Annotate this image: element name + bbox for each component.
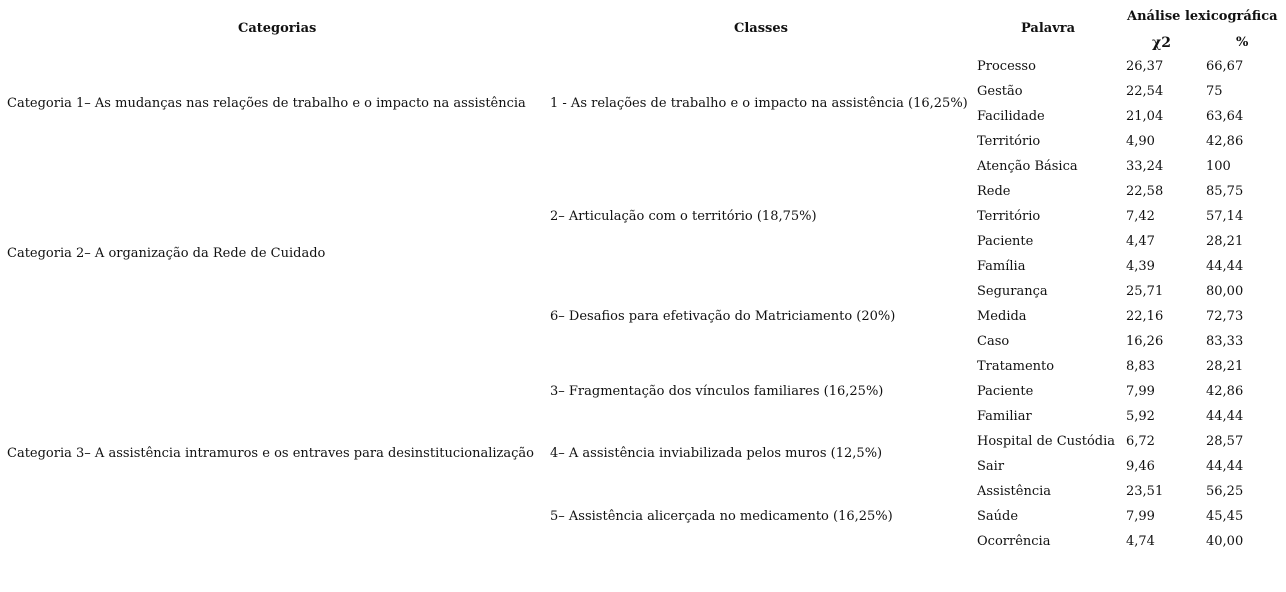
- row-chi: 25,71: [1126, 284, 1164, 299]
- class-5: 5– Assistência alicerçada no medicamento (16,25%): [550, 509, 893, 524]
- category-1: Categoria 1– As mudanças nas relações de trabalho e o impacto na assistência: [7, 96, 526, 111]
- row-pct: 42,86: [1206, 134, 1244, 149]
- row-word: Rede: [977, 184, 1011, 199]
- class-4: 4– A assistência inviabilizada pelos muros (12,5%): [550, 446, 883, 461]
- row-chi: 5,92: [1126, 409, 1155, 424]
- row-word: Hospital de Custódia: [977, 434, 1115, 449]
- row-word: Gestão: [977, 84, 1023, 99]
- row-word: Familiar: [977, 409, 1032, 424]
- row-pct: 66,67: [1206, 59, 1244, 74]
- row-word: Saúde: [977, 509, 1019, 524]
- row-word: Ocorrência: [977, 534, 1051, 549]
- header-categorias: Categorias: [238, 21, 317, 36]
- row-word: Família: [977, 259, 1026, 274]
- row-chi: 23,51: [1126, 484, 1164, 499]
- row-pct: 44,44: [1206, 459, 1244, 474]
- row-pct: 85,75: [1206, 184, 1244, 199]
- row-chi: 7,99: [1126, 509, 1155, 524]
- row-word: Paciente: [977, 234, 1034, 249]
- row-word: Assistência: [977, 484, 1052, 499]
- row-chi: 6,72: [1126, 434, 1155, 449]
- row-chi: 22,58: [1126, 184, 1164, 199]
- row-chi: 22,54: [1126, 84, 1164, 99]
- row-pct: 44,44: [1206, 409, 1244, 424]
- row-pct: 80,00: [1206, 284, 1244, 299]
- row-chi: 4,74: [1126, 534, 1155, 549]
- header-analise-lexicografica: Análise lexicográfica: [1127, 9, 1278, 24]
- row-chi: 26,37: [1126, 59, 1164, 74]
- row-pct: 75: [1206, 84, 1223, 99]
- row-pct: 100: [1206, 159, 1231, 174]
- row-chi: 21,04: [1126, 109, 1164, 124]
- row-pct: 28,57: [1206, 434, 1244, 449]
- row-word: Sair: [977, 459, 1005, 474]
- category-2: Categoria 2– A organização da Rede de Cuidado: [7, 246, 326, 261]
- row-pct: 44,44: [1206, 259, 1244, 274]
- row-pct: 72,73: [1206, 309, 1244, 324]
- row-chi: 7,99: [1126, 384, 1155, 399]
- row-word: Medida: [977, 309, 1027, 324]
- row-chi: 4,90: [1126, 134, 1155, 149]
- class-1: 1 - As relações de trabalho e o impacto na assistência (16,25%): [550, 96, 968, 111]
- header-classes: Classes: [734, 21, 788, 36]
- row-pct: 40,00: [1206, 534, 1244, 549]
- row-pct: 28,21: [1206, 234, 1244, 249]
- row-word: Atenção Básica: [977, 159, 1078, 174]
- row-chi: 7,42: [1126, 209, 1155, 224]
- row-word: Segurança: [977, 284, 1048, 299]
- row-chi: 4,47: [1126, 234, 1155, 249]
- row-word: Processo: [977, 59, 1036, 74]
- row-pct: 28,21: [1206, 359, 1244, 374]
- row-word: Tratamento: [977, 359, 1055, 374]
- header-palavra: Palavra: [1021, 21, 1076, 36]
- row-word: Facilidade: [977, 109, 1045, 124]
- row-pct: 57,14: [1206, 209, 1244, 224]
- row-pct: 45,45: [1206, 509, 1244, 524]
- row-chi: 16,26: [1126, 334, 1164, 349]
- row-word: Paciente: [977, 384, 1034, 399]
- row-pct: 83,33: [1206, 334, 1244, 349]
- row-chi: 4,39: [1126, 259, 1155, 274]
- category-3: Categoria 3– A assistência intramuros e os entraves para desinstitucionalização: [7, 446, 534, 461]
- row-pct: 42,86: [1206, 384, 1244, 399]
- row-word: Território: [977, 134, 1041, 149]
- row-chi: 8,83: [1126, 359, 1155, 374]
- row-word: Caso: [977, 334, 1010, 349]
- class-2: 2– Articulação com o território (18,75%): [550, 209, 817, 224]
- class-6: 6– Desafios para efetivação do Matriciamento (20%): [550, 309, 896, 324]
- row-chi: 33,24: [1126, 159, 1164, 174]
- row-chi: 22,16: [1126, 309, 1164, 324]
- header-chi-square: χ2: [1152, 35, 1171, 51]
- row-pct: 56,25: [1206, 484, 1244, 499]
- row-chi: 9,46: [1126, 459, 1155, 474]
- header-percent: %: [1236, 35, 1249, 50]
- row-pct: 63,64: [1206, 109, 1244, 124]
- class-3: 3– Fragmentação dos vínculos familiares (16,25%): [550, 384, 884, 399]
- row-word: Território: [977, 209, 1041, 224]
